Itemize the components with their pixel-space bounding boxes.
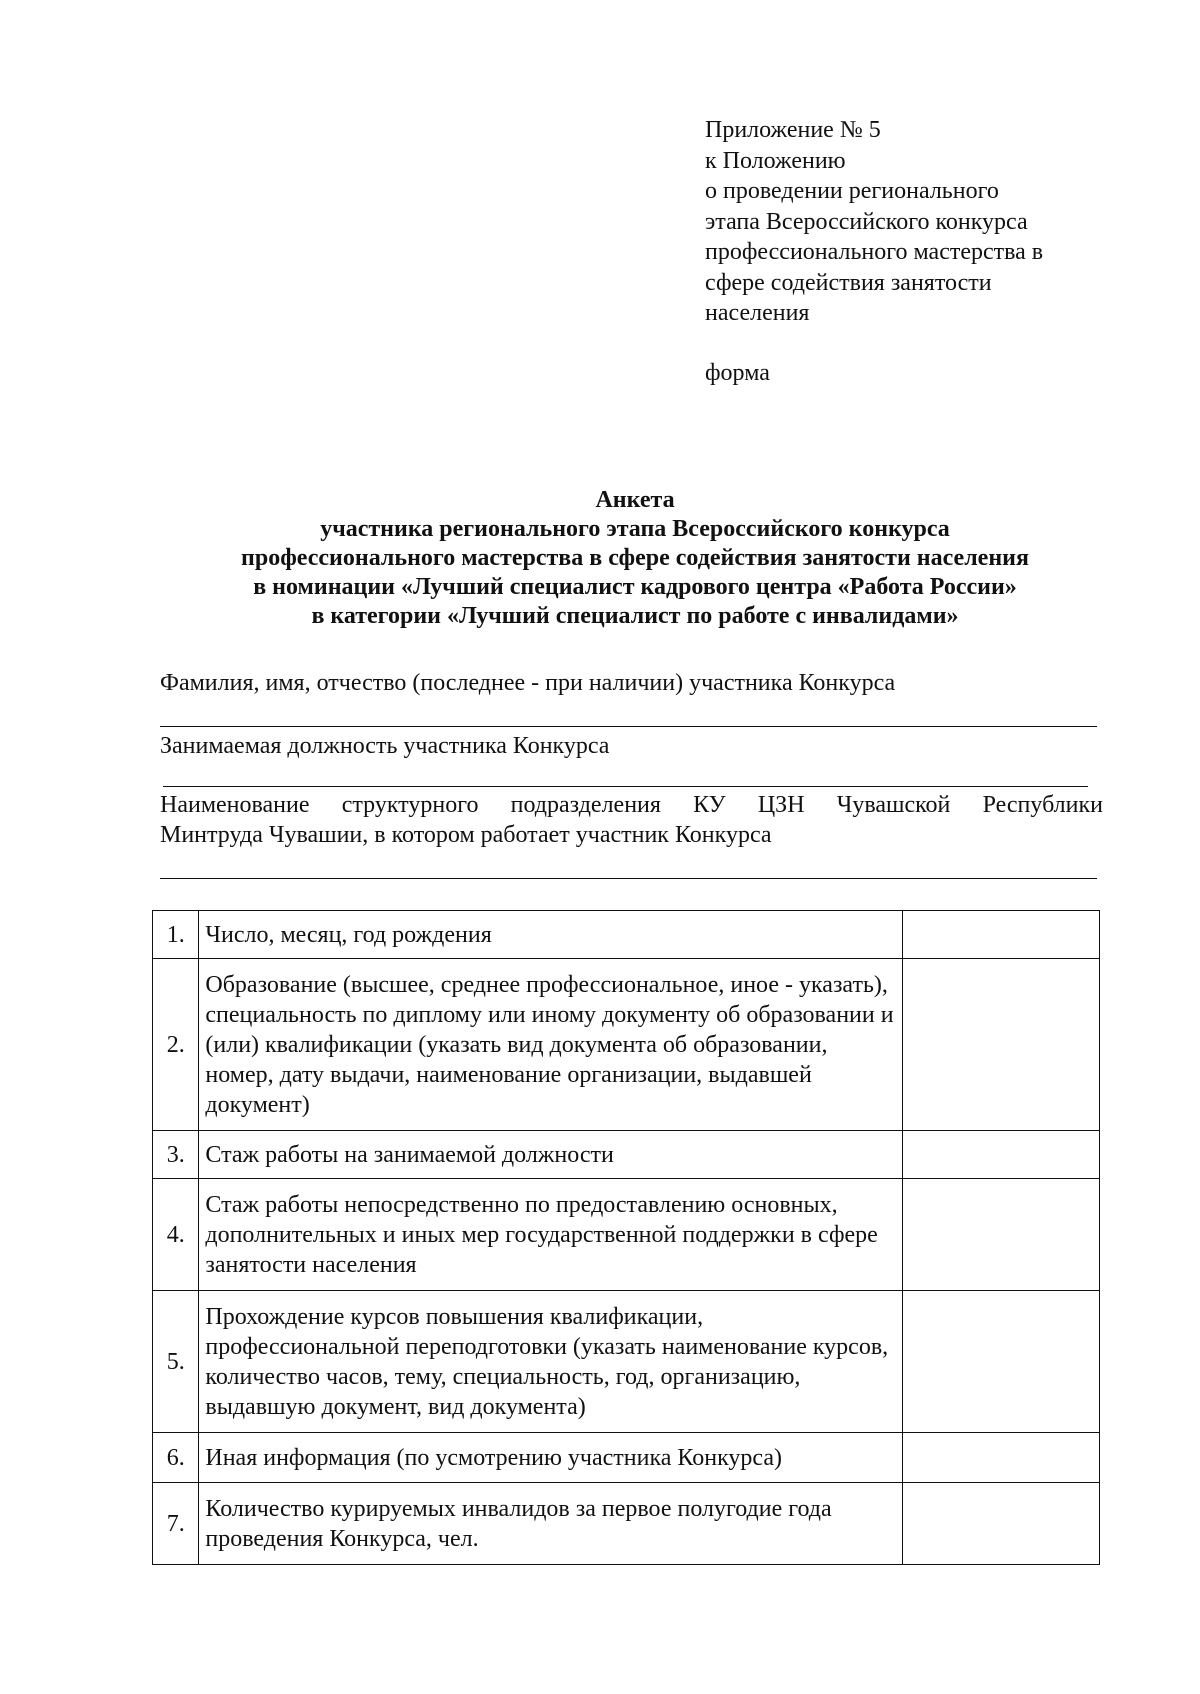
table-row xyxy=(153,1291,1100,1433)
row-number: 7. xyxy=(153,1483,199,1565)
row-number: 4. xyxy=(153,1179,199,1291)
row-answer-cell[interactable] xyxy=(903,1433,1100,1483)
fio-input-line[interactable] xyxy=(160,726,1097,727)
appendix-line: населения xyxy=(705,300,810,326)
row-number: 5. xyxy=(153,1291,199,1433)
row-number: 6. xyxy=(153,1433,199,1483)
table-row xyxy=(153,911,1100,959)
table-row xyxy=(153,1131,1100,1179)
appendix-line: сфере содействия занятости xyxy=(705,269,992,296)
title-line: в номинации «Лучший специалист кадрового центра «Работа России» xyxy=(253,574,1017,600)
department-label-line: Наименование структурного подразделения КУ ЦЗН Чувашской Республики xyxy=(160,792,1103,818)
row-question: Образование (высшее, среднее профессиональное, иное - указать), специальность по диплому или иному документу об образовании и (или) квалификации (указать вид документа об образовании, номер, дату выдачи, наименование организации, выдавшей документ) xyxy=(199,959,903,1131)
row-number: 1. xyxy=(153,911,199,959)
appendix-line: о проведении регионального xyxy=(705,178,999,204)
table-row xyxy=(153,1433,1100,1483)
title-line: в категории «Лучший специалист по работе с инвалидами» xyxy=(311,603,959,629)
department-input-line[interactable] xyxy=(160,878,1097,879)
row-answer-cell[interactable] xyxy=(903,1179,1100,1291)
row-question: Число, месяц, год рождения xyxy=(199,911,903,959)
row-number: 3. xyxy=(153,1131,199,1179)
appendix-line: профессионального мастерства в xyxy=(705,239,1044,265)
table-row xyxy=(153,1179,1100,1291)
row-question: Стаж работы на занимаемой должности xyxy=(199,1131,903,1179)
row-answer-cell[interactable] xyxy=(903,911,1100,959)
table-row xyxy=(153,959,1100,1131)
row-answer-cell[interactable] xyxy=(903,959,1100,1131)
row-question: Иная информация (по усмотрению участника Конкурса) xyxy=(199,1433,903,1483)
row-answer-cell[interactable] xyxy=(903,1131,1100,1179)
title-line: Анкета xyxy=(595,487,675,513)
questionnaire-table xyxy=(152,910,1100,1565)
row-answer-cell[interactable] xyxy=(903,1483,1100,1565)
department-label xyxy=(160,790,1103,850)
appendix-line: к Положению xyxy=(705,147,846,174)
fio-label: Фамилия, имя, отчество (последнее - при наличии) участника Конкурса xyxy=(160,670,896,696)
position-label: Занимаемая должность участника Конкурса xyxy=(160,733,610,759)
appendix-header xyxy=(705,115,1145,329)
form-marker: форма xyxy=(705,360,770,386)
row-question: Прохождение курсов повышения квалификации, профессиональной переподготовки (указать наименование курсов, количество часов, тему, специальность, год, организацию, выдавшую документ, вид документа) xyxy=(199,1291,903,1433)
appendix-line: Приложение № 5 xyxy=(705,117,881,143)
row-question: Количество курируемых инвалидов за первое полугодие года проведения Конкурса, чел. xyxy=(199,1483,903,1565)
appendix-line: этапа Всероссийского конкурса xyxy=(705,208,1028,235)
row-number: 2. xyxy=(153,959,199,1131)
department-label-line: Минтруда Чувашии, в котором работает участник Конкурса xyxy=(160,822,772,848)
table-row xyxy=(153,1483,1100,1565)
document-title xyxy=(140,486,1130,631)
position-input-line[interactable] xyxy=(163,786,1088,787)
title-line: участника регионального этапа Всероссийского конкурса xyxy=(320,516,950,542)
row-question: Стаж работы непосредственно по предоставлению основных, дополнительных и иных мер государственной поддержки в сфере занятости населения xyxy=(199,1179,903,1291)
row-answer-cell[interactable] xyxy=(903,1291,1100,1433)
title-line: профессионального мастерства в сфере содействия занятости населения xyxy=(241,545,1029,571)
